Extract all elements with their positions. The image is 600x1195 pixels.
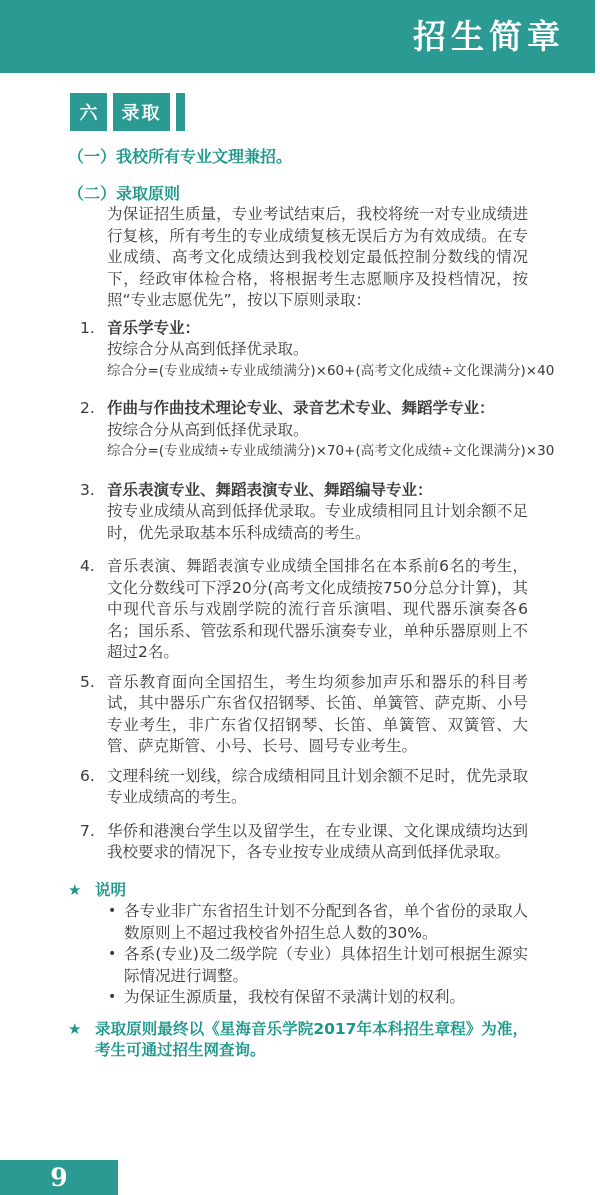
- item-number: 2.: [80, 399, 95, 417]
- item-body: 按专业成绩从高到低择优录取。专业成绩相同且计划余额不足时，优先录取基本乐科成绩高的考生。: [107, 502, 528, 542]
- item-number: 5.: [80, 672, 95, 691]
- section-2-heading: （二）录取原则: [68, 183, 181, 203]
- rule-item-3: [68, 480, 530, 545]
- item-number: 7.: [80, 821, 95, 840]
- rule-item-5: [68, 672, 530, 758]
- remark-text: 为保证生源质量，我校有保留不录满计划的权利。: [124, 988, 466, 1006]
- item-formula: 综合分=(专业成绩÷专业成绩满分)×60+(高考文化成绩÷文化课满分)×40: [107, 362, 555, 379]
- item-title: 音乐学专业：: [107, 318, 201, 337]
- page-number-box: [0, 1160, 118, 1195]
- section-label-badge: 录取: [113, 93, 170, 131]
- item-body: 音乐表演、舞蹈表演专业成绩全国排名在本系前6名的考生，文化分数线可下浮20分(高考文化成绩按750分总分计算)，其中现代音乐与戏剧学院的流行音乐演唱、现代器乐演奏各6名；国乐系、管弦系和现代器乐演奏专业，单种乐器原则上不超过2名。: [107, 557, 528, 661]
- remark-bullet-3: [68, 987, 530, 1009]
- section-2-body: 为保证招生质量，专业考试结束后，我校将统一对专业成绩进行复核，所有考生的专业成绩复核无误后方为有效成绩。在专业成绩、高考文化成绩达到我校划定最低控制分数线的情况下，经政审体检合格，将根据考生志愿顺序及投档情况，按照“专业志愿优先”，按以下原则录取：: [107, 205, 528, 309]
- item-number: 6.: [80, 766, 95, 785]
- item-formula: 综合分=(专业成绩÷专业成绩满分)×70+(高考文化成绩÷文化课满分)×30: [107, 443, 555, 459]
- item-title: 音乐表演专业、舞蹈表演专业、舞蹈编导专业：: [107, 480, 433, 499]
- rule-item-7: [68, 821, 530, 864]
- star-icon: ★: [68, 880, 82, 899]
- page-title: 招生简章: [413, 17, 565, 56]
- bullet-icon: •: [108, 946, 117, 962]
- final-note-text: 录取原则最终以《星海音乐学院2017年本科招生章程》为准，考生可通过招生网查询。: [95, 1019, 528, 1059]
- item-body: 音乐教育面向全国招生，考生均须参加声乐和器乐的科目考试，其中器乐广东省仅招钢琴、长笛、单簧管、萨克斯、小号专业考生，非广东省仅招钢琴、长笛、单簧管、双簧管、大管、萨克斯管、小号、长号、圆号专业考生。: [107, 672, 528, 755]
- rule-item-2: [68, 398, 555, 463]
- content-column: [68, 146, 555, 1062]
- remark-text: 各专业非广东省招生计划不分配到各省，单个省份的录取人数原则上不超过我校省外招生总人数的30%。: [124, 902, 528, 942]
- bullet-icon: •: [108, 903, 117, 919]
- section-badge: [70, 93, 185, 131]
- item-body: 华侨和港澳台学生以及留学生，在专业课、文化课成绩均达到我校要求的情况下，各专业按专业成绩从高到低择优录取。: [107, 821, 528, 861]
- final-note: [68, 1019, 530, 1062]
- item-body: 按综合分从高到低择优录取。: [107, 340, 309, 358]
- item-body: 文理科统一划线，综合成绩相同且计划余额不足时，优先录取专业成绩高的考生。: [107, 766, 528, 806]
- item-number: 4.: [80, 557, 95, 575]
- header-band: [0, 0, 595, 73]
- remarks-heading: [68, 880, 530, 902]
- rule-item-1: [68, 318, 555, 383]
- page-number: 9: [50, 1163, 68, 1192]
- section-1-heading: （一）我校所有专业文理兼招。: [68, 147, 293, 166]
- item-number: 3.: [80, 480, 95, 499]
- rule-item-4: [68, 556, 530, 664]
- remark-bullet-1: [68, 901, 530, 944]
- badge-accent-bar: [176, 93, 185, 131]
- item-title: 作曲与作曲技术理论专业、录音艺术专业、舞蹈学专业：: [107, 399, 495, 417]
- remark-bullet-2: [68, 944, 530, 987]
- item-number: 1.: [80, 318, 95, 337]
- remark-text: 各系(专业)及二级学院（专业）具体招生计划可根据生源实际情况进行调整。: [124, 945, 528, 985]
- remarks-title: 说明: [95, 880, 127, 899]
- item-body: 按综合分从高到低择优录取。: [107, 420, 309, 439]
- rule-item-6: [68, 766, 530, 809]
- section-number-badge: 六: [70, 93, 107, 131]
- bullet-icon: •: [108, 989, 117, 1005]
- star-icon: ★: [68, 1019, 82, 1038]
